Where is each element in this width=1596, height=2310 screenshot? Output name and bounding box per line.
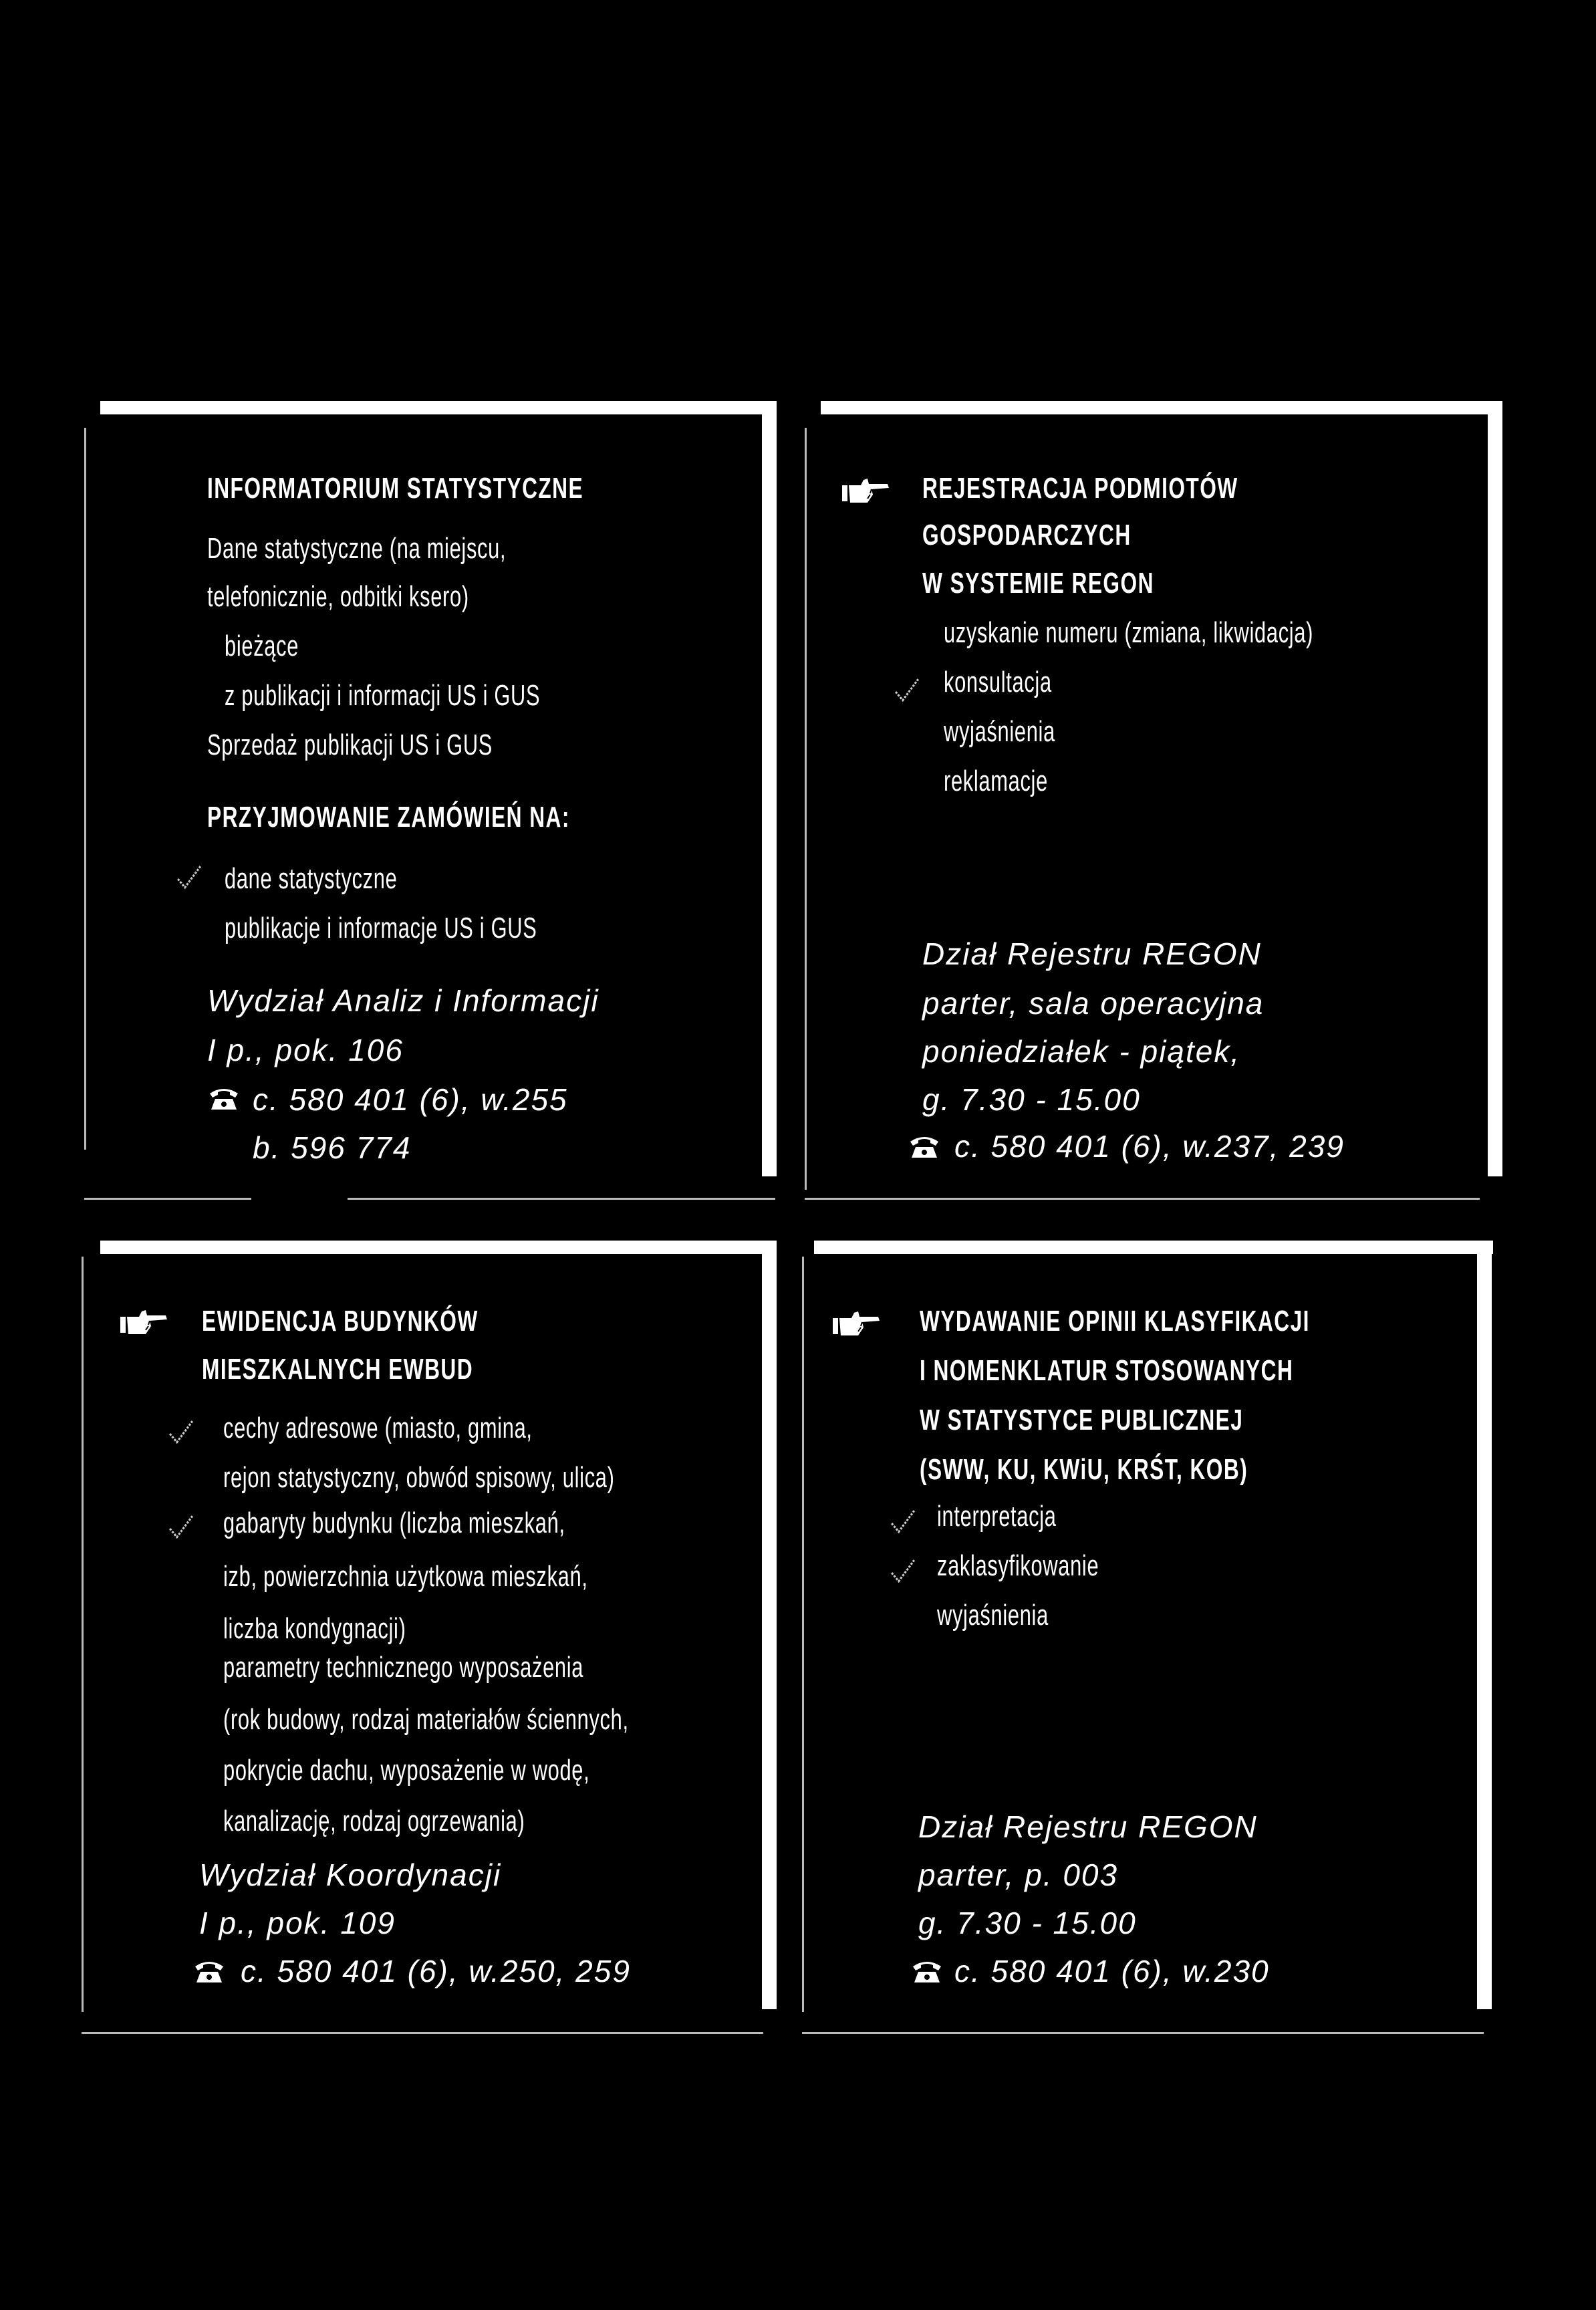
phone-number: c. 580 401 (6), w.237, 239 bbox=[954, 1129, 1345, 1164]
list-item: (rok budowy, rodzaj materiałów ściennych, bbox=[223, 1703, 629, 1736]
panel-frame bbox=[821, 401, 1501, 414]
panel-frame bbox=[802, 1257, 804, 2012]
panel-title: W STATYSTYCE PUBLICZNEJ bbox=[920, 1404, 1244, 1436]
department-name: Dział Rejestru REGON bbox=[918, 1809, 1258, 1844]
checkmark-icon bbox=[893, 676, 921, 704]
list-item: uzyskanie numeru (zmiana, likwidacja) bbox=[944, 616, 1314, 649]
panel-frame bbox=[82, 2032, 763, 2034]
text-line: telefonicznie, odbitki ksero) bbox=[207, 580, 469, 613]
room-info: parter, p. 003 bbox=[918, 1857, 1119, 1892]
telephone-icon bbox=[912, 1960, 942, 1984]
panel-title: INFORMATORIUM STATYSTYCZNE bbox=[207, 472, 584, 505]
panel-frame bbox=[84, 428, 86, 1150]
panel-frame bbox=[348, 1198, 775, 1200]
panel-frame bbox=[805, 428, 807, 1190]
checkmark-icon bbox=[889, 1557, 917, 1585]
panel-frame bbox=[762, 1241, 777, 2009]
pointing-hand-icon bbox=[119, 1307, 168, 1337]
panel-title: GOSPODARCZYCH bbox=[922, 519, 1132, 551]
list-item: dane statystyczne bbox=[225, 862, 398, 895]
list-item: kanalizację, rodzaj ogrzewania) bbox=[223, 1805, 525, 1837]
telephone-icon bbox=[909, 1135, 940, 1159]
department-name: Wydział Analiz i Informacji bbox=[207, 983, 600, 1018]
section-heading: PRZYJMOWANIE ZAMÓWIEŃ NA: bbox=[207, 801, 570, 833]
list-item: wyjaśnienia bbox=[944, 715, 1055, 748]
panel-title: I NOMENKLATUR STOSOWANYCH bbox=[920, 1354, 1294, 1387]
panel-frame bbox=[84, 1198, 251, 1200]
phone-number: c. 580 401 (6), w.230 bbox=[954, 1954, 1270, 1988]
checkmark-icon bbox=[167, 1418, 195, 1446]
pointing-hand-icon bbox=[841, 476, 890, 505]
text-line: Dane statystyczne (na miejscu, bbox=[207, 532, 507, 565]
panel-frame bbox=[100, 1241, 775, 1254]
telephone-icon bbox=[209, 1087, 239, 1111]
pointing-hand-icon bbox=[831, 1309, 881, 1338]
opening-days: poniedziałek - piątek, bbox=[922, 1034, 1241, 1069]
panel-frame bbox=[100, 401, 775, 414]
text-line: Sprzedaż publikacji US i GUS bbox=[207, 729, 493, 761]
list-item: reklamacje bbox=[944, 765, 1048, 797]
opening-hours: g. 7.30 - 15.00 bbox=[918, 1906, 1137, 1940]
room-info: I p., pok. 109 bbox=[199, 1906, 396, 1940]
list-item: zaklasyfikowanie bbox=[937, 1549, 1099, 1582]
panel-title: REJESTRACJA PODMIOTÓW bbox=[922, 472, 1238, 505]
checkmark-icon bbox=[175, 864, 203, 892]
location-info: parter, sala operacyjna bbox=[922, 986, 1265, 1021]
list-item: liczba kondygnacji) bbox=[223, 1612, 406, 1645]
list-item: izb, powierzchnia użytkowa mieszkań, bbox=[223, 1560, 588, 1593]
panel-frame bbox=[1488, 401, 1502, 1176]
phone-number: b. 596 774 bbox=[253, 1130, 412, 1165]
checkmark-icon bbox=[167, 1513, 195, 1541]
panel-frame bbox=[762, 401, 777, 1176]
panel-frame bbox=[814, 1241, 1493, 1254]
list-item: cechy adresowe (miasto, gmina, bbox=[223, 1412, 533, 1444]
checkmark-icon bbox=[889, 1508, 917, 1536]
list-item: pokrycie dachu, wyposażenie w wodę, bbox=[223, 1754, 590, 1787]
opening-hours: g. 7.30 - 15.00 bbox=[922, 1082, 1141, 1117]
list-item: gabaryty budynku (liczba mieszkań, bbox=[223, 1507, 565, 1539]
panel-frame bbox=[805, 1198, 1480, 1200]
telephone-icon bbox=[194, 1960, 225, 1984]
list-item: parametry technicznego wyposażenia bbox=[223, 1651, 584, 1684]
list-item: wyjaśnienia bbox=[937, 1599, 1049, 1632]
panel-frame bbox=[802, 2032, 1484, 2034]
text-line: z publikacji i informacji US i GUS bbox=[225, 679, 541, 712]
list-item: konsultacja bbox=[944, 666, 1052, 698]
panel-title: (SWW, KU, KWiU, KRŚT, KOB) bbox=[920, 1453, 1248, 1486]
text-line: bieżące bbox=[225, 630, 299, 662]
panel-frame bbox=[82, 1257, 84, 2012]
list-item: publikacje i informacje US i GUS bbox=[225, 912, 537, 944]
panel-title: W SYSTEMIE REGON bbox=[922, 567, 1154, 600]
department-name: Dział Rejestru REGON bbox=[922, 936, 1262, 971]
list-item: interpretacja bbox=[937, 1500, 1057, 1533]
phone-number: c. 580 401 (6), w.250, 259 bbox=[241, 1954, 631, 1988]
panel-title: EWIDENCJA BUDYNKÓW bbox=[202, 1305, 479, 1337]
department-name: Wydział Koordynacji bbox=[199, 1857, 502, 1892]
panel-title: WYDAWANIE OPINII KLASYFIKACJI bbox=[920, 1305, 1310, 1337]
room-info: I p., pok. 106 bbox=[207, 1033, 404, 1067]
phone-number: c. 580 401 (6), w.255 bbox=[253, 1082, 568, 1117]
panel-frame bbox=[1477, 1241, 1492, 2009]
panel-title: MIESZKALNYCH EWBUD bbox=[202, 1353, 474, 1386]
list-item: rejon statystyczny, obwód spisowy, ulica) bbox=[223, 1461, 615, 1494]
